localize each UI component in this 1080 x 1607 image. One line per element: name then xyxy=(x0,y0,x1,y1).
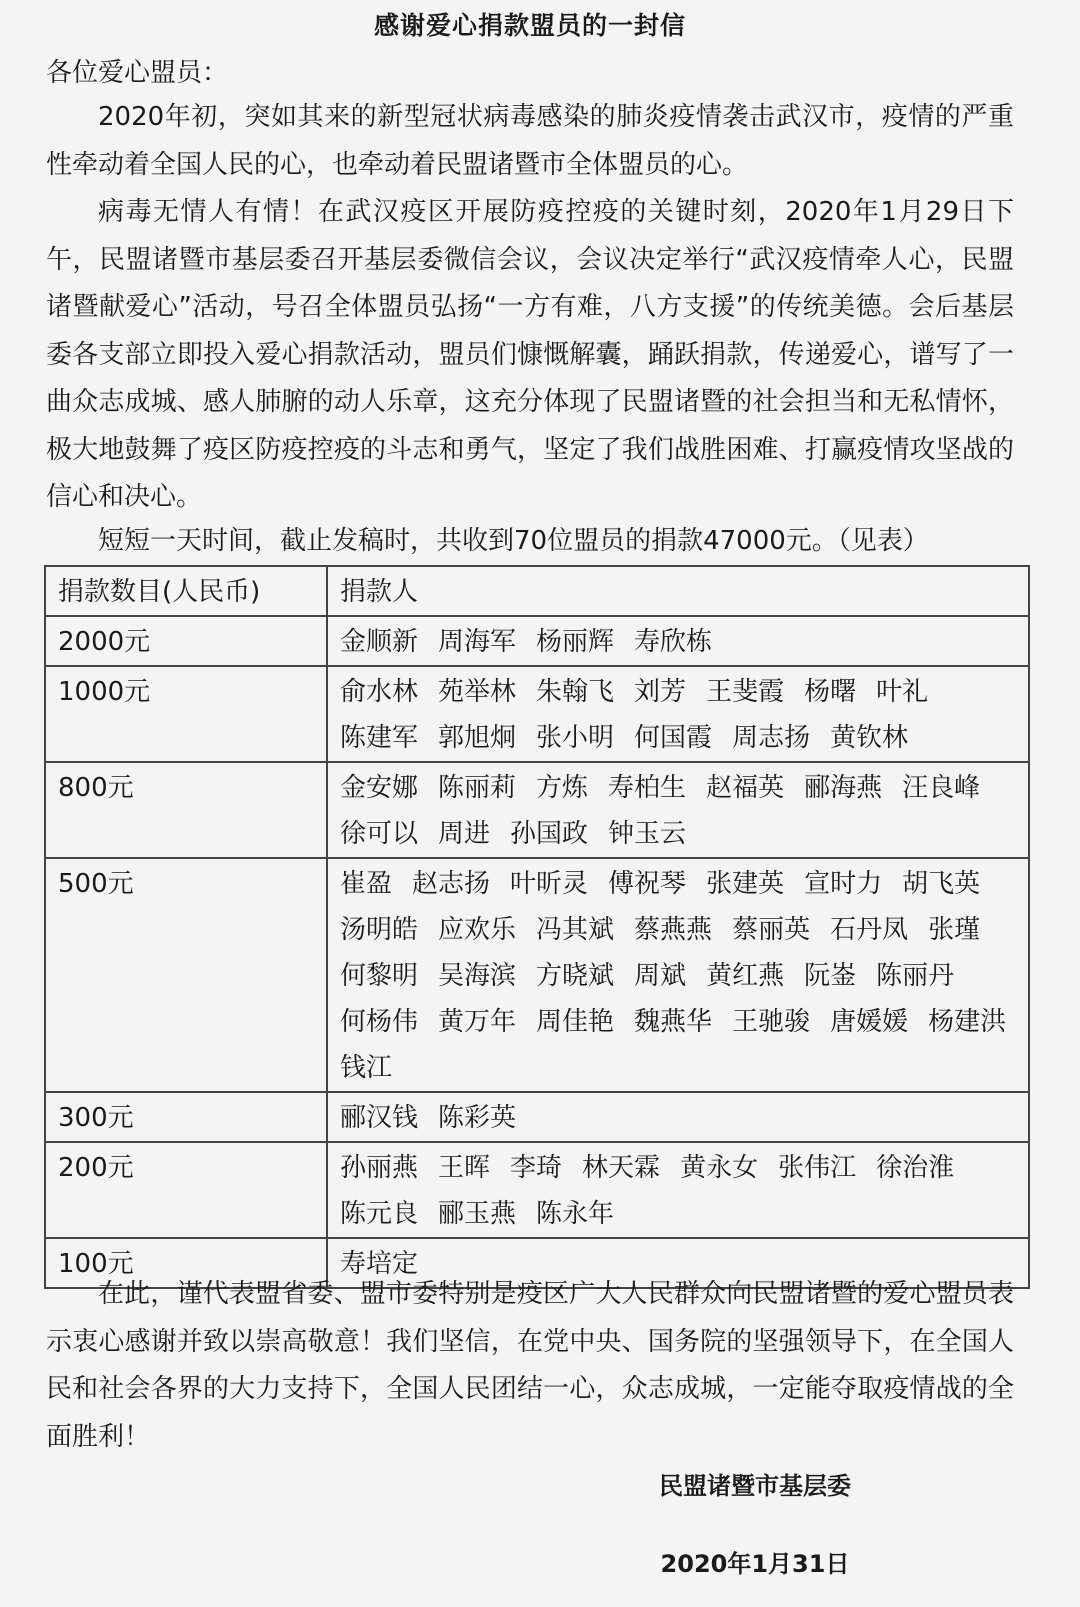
donor-name: 陈彩英 xyxy=(438,1103,517,1133)
donation-amount: 200元 xyxy=(45,1142,327,1238)
donor-name: 周佳艳 xyxy=(536,1007,615,1037)
donor-names xyxy=(327,1092,1029,1142)
donor-name: 郦海燕 xyxy=(804,773,883,803)
donor-name: 刘芳 xyxy=(634,677,687,707)
paragraph-thanks: 在此，谨代表盟省委、盟市委特别是疫区广大人民群众向民盟诸暨的爱心盟员表示衷心感谢并致以崇高敬意！我们坚信，在党中央、国务院的坚强领导下，在全国人民和社会各界的大力支持下，全国人民团结一心，众志成城，一定能夺取疫情战的全面胜利！ xyxy=(46,1279,1014,1452)
table-row xyxy=(45,666,1029,762)
donor-name: 林天霖 xyxy=(582,1153,661,1183)
donation-amount: 500元 xyxy=(45,858,327,1092)
donor-name: 周斌 xyxy=(634,961,687,991)
donor-name: 陈丽莉 xyxy=(438,773,517,803)
donor-name: 赵福英 xyxy=(706,773,785,803)
donor-name: 周海军 xyxy=(438,627,517,657)
donor-name: 应欢乐 xyxy=(438,915,517,945)
donor-name: 王斐霞 xyxy=(706,677,785,707)
donor-name: 杨曙 xyxy=(804,677,857,707)
donation-amount: 300元 xyxy=(45,1092,327,1142)
donor-name: 寿欣栋 xyxy=(634,627,713,657)
table-row xyxy=(45,762,1029,858)
donor-name: 叶昕灵 xyxy=(510,869,589,899)
header-amount: 捐款数目(人民币) xyxy=(45,566,327,616)
donation-table xyxy=(44,565,1030,1289)
donor-name: 傅祝琴 xyxy=(608,869,687,899)
donor-name: 胡飞英 xyxy=(902,869,981,899)
greeting: 各位爱心盟员： xyxy=(46,58,229,88)
donor-name: 阮崟 xyxy=(804,961,857,991)
donor-name: 唐媛媛 xyxy=(830,1007,909,1037)
donor-names xyxy=(327,858,1029,1092)
donor-name: 孙国政 xyxy=(510,819,589,849)
donor-name: 黄万年 xyxy=(438,1007,517,1037)
donor-name: 蔡丽英 xyxy=(732,915,811,945)
donor-name: 钟玉云 xyxy=(608,819,687,849)
donation-amount: 100元 xyxy=(45,1238,327,1288)
donor-name: 石丹凤 xyxy=(830,915,909,945)
donor-name: 李琦 xyxy=(510,1153,563,1183)
donor-name: 杨建洪 xyxy=(928,1007,1007,1037)
donor-name: 张瑾 xyxy=(928,915,981,945)
donor-name: 方炼 xyxy=(536,773,589,803)
donor-name: 寿培定 xyxy=(340,1249,419,1279)
donor-names xyxy=(327,1142,1029,1238)
donor-name: 赵志扬 xyxy=(412,869,491,899)
donor-name: 汤明皓 xyxy=(340,915,419,945)
donor-name: 俞水林 xyxy=(340,677,419,707)
donor-name: 冯其斌 xyxy=(536,915,615,945)
donation-amount: 2000元 xyxy=(45,616,327,666)
donor-name: 徐可以 xyxy=(340,819,419,849)
paragraph-intro: 2020年初，突如其来的新型冠状病毒感染的肺炎疫情袭击武汉市，疫情的严重性牵动着全国人民的心，也牵动着民盟诸暨市全体盟员的心。 xyxy=(46,102,1014,180)
donor-name: 苑举林 xyxy=(438,677,517,707)
donor-name: 张小明 xyxy=(536,723,615,753)
donor-name: 孙丽燕 xyxy=(340,1153,419,1183)
donor-name: 王驰骏 xyxy=(732,1007,811,1037)
donor-name: 张建英 xyxy=(706,869,785,899)
header-donors: 捐款人 xyxy=(327,566,1029,616)
donor-name: 何黎明 xyxy=(340,961,419,991)
donor-name: 周志扬 xyxy=(732,723,811,753)
donor-name: 汪良峰 xyxy=(902,773,981,803)
donor-names xyxy=(327,762,1029,858)
table-row xyxy=(45,616,1029,666)
donor-name: 宣时力 xyxy=(804,869,883,899)
donor-name: 蔡燕燕 xyxy=(634,915,713,945)
donation-amount: 1000元 xyxy=(45,666,327,762)
donor-name: 徐治淮 xyxy=(876,1153,955,1183)
donor-name: 朱翰飞 xyxy=(536,677,615,707)
donor-name: 钱江 xyxy=(340,1053,393,1083)
donor-name: 陈元良 xyxy=(340,1199,419,1229)
donor-names xyxy=(327,616,1029,666)
donor-name: 何国霞 xyxy=(634,723,713,753)
donor-name: 郭旭炯 xyxy=(438,723,517,753)
donor-name: 杨丽辉 xyxy=(536,627,615,657)
donor-name: 张伟江 xyxy=(778,1153,857,1183)
donor-name: 郦玉燕 xyxy=(438,1199,517,1229)
donor-name: 叶礼 xyxy=(876,677,929,707)
donor-name: 陈丽丹 xyxy=(876,961,955,991)
donor-name: 魏燕华 xyxy=(634,1007,713,1037)
table-row xyxy=(45,1092,1029,1142)
paragraph-total: 短短一天时间，截止发稿时，共收到70位盟员的捐款47000元。（见表） xyxy=(98,526,929,556)
donor-names xyxy=(327,666,1029,762)
table-row xyxy=(45,858,1029,1092)
donor-name: 崔盈 xyxy=(340,869,393,899)
donor-name: 周进 xyxy=(438,819,491,849)
donor-name: 陈建军 xyxy=(340,723,419,753)
donor-name: 吴海滨 xyxy=(438,961,517,991)
donor-name: 金顺新 xyxy=(340,627,419,657)
signature-date: 2020年1月31日 xyxy=(660,1550,850,1578)
donor-name: 寿柏生 xyxy=(608,773,687,803)
donor-name: 郦汉钱 xyxy=(340,1103,419,1133)
donor-name: 陈永年 xyxy=(536,1199,615,1229)
donor-name: 王晖 xyxy=(438,1153,491,1183)
donation-amount: 800元 xyxy=(45,762,327,858)
donor-name: 金安娜 xyxy=(340,773,419,803)
signature-org: 民盟诸暨市基层委 xyxy=(659,1472,851,1500)
paragraph-activity: 病毒无情人有情！在武汉疫区开展防疫控疫的关键时刻，2020年1月29日下午，民盟诸暨市基层委召开基层委微信会议，会议决定举行“武汉疫情牵人心，民盟诸暨献爱心”活动，号召全体盟员弘扬“一方有难，八方支援”的传统美德。会后基层委各支部立即投入爱心捐款活动，盟员们慷慨解囊，踊跃捐款，传递爱心，谱写了一曲众志成城、感人肺腑的动人乐章，这充分体现了民盟诸暨的社会担当和无私情怀，极大地鼓舞了疫区防疫控疫的斗志和勇气，坚定了我们战胜困难、打赢疫情攻坚战的信心和决心。 xyxy=(46,197,1014,512)
donor-name: 黄钦林 xyxy=(830,723,909,753)
letter-title: 感谢爱心捐款盟员的一封信 xyxy=(373,11,686,40)
donor-name: 方晓斌 xyxy=(536,961,615,991)
donor-name: 黄红燕 xyxy=(706,961,785,991)
table-row xyxy=(45,1142,1029,1238)
donor-name: 何杨伟 xyxy=(340,1007,419,1037)
donor-name: 黄永女 xyxy=(680,1153,759,1183)
table-header-row xyxy=(45,566,1029,616)
